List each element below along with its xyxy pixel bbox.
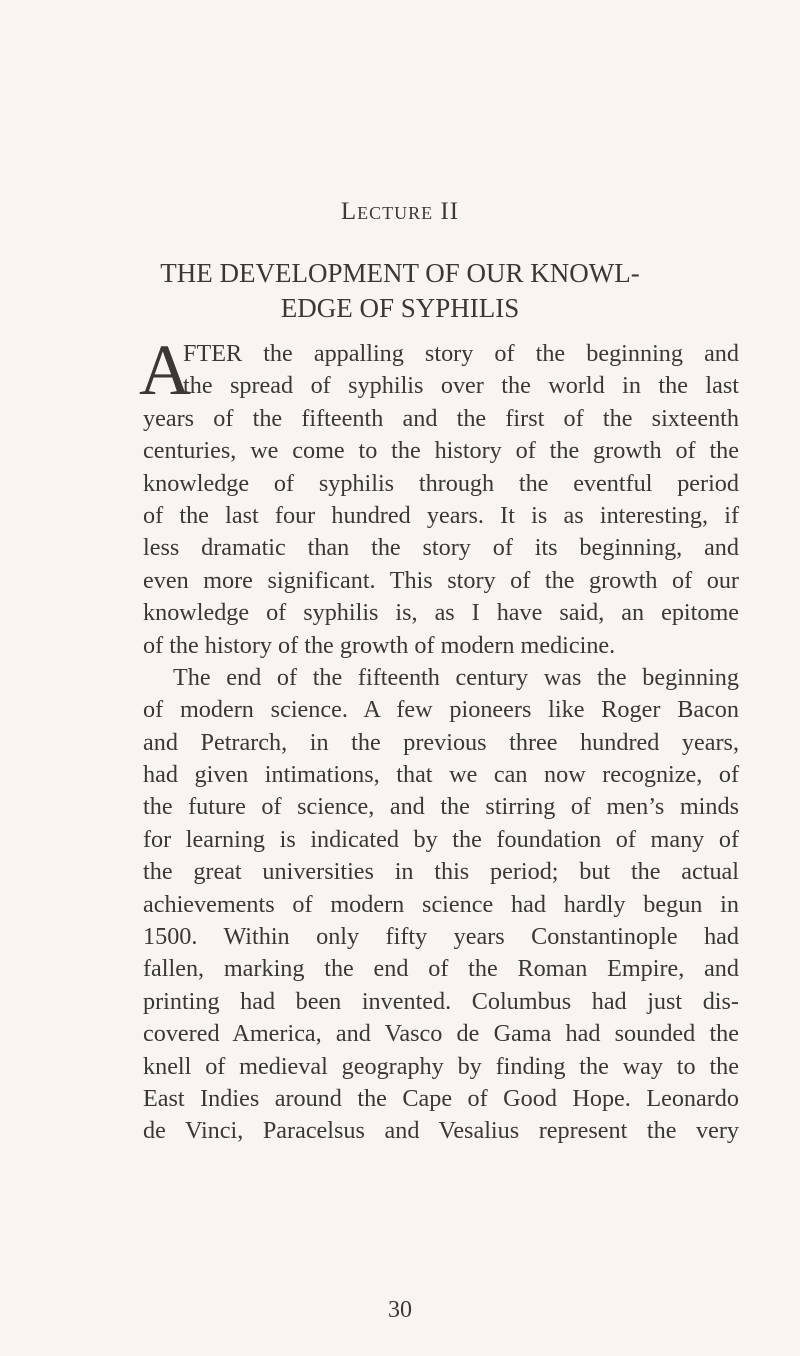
text-line: knowledge of syphilis is, as I have said, an epitome — [143, 599, 739, 627]
page-number: 30 — [388, 1297, 412, 1323]
text-line: the great universities in this period; but the actual — [143, 858, 739, 886]
text-line: achievements of modern science had hardly begun in — [143, 890, 739, 918]
text-line: fallen, marking the end of the Roman Empire, and — [143, 955, 739, 983]
chapter-title — [140, 256, 660, 326]
text-line: the spread of syphilis over the world in the last — [183, 372, 739, 400]
chapter-title-line: THE DEVELOPMENT OF OUR KNOWL- — [160, 258, 640, 288]
chapter-title-line: EDGE OF SYPHILIS — [280, 293, 520, 323]
text-line: even more significant. This story of the growth of our — [143, 566, 739, 594]
text-line: the future of science, and the stirring of men’s minds — [143, 793, 739, 821]
body-text — [139, 330, 739, 1148]
text-line: knowledge of syphilis through the eventful period — [143, 469, 739, 497]
text-line: for learning is indicated by the foundation of many of — [143, 825, 739, 853]
text-line: covered America, and Vasco de Gama had sounded the — [143, 1020, 739, 1048]
text-line: 1500. Within only fifty years Constantinople had — [143, 923, 739, 951]
text-line: of modern science. A few pioneers like Roger Bacon — [143, 696, 739, 724]
text-line: had given intimations, that we can now recognize, of — [143, 761, 739, 789]
lecture-label: Lecture II — [340, 198, 460, 225]
text-line: years of the fifteenth and the first of the sixteenth — [143, 404, 739, 432]
drop-cap: A — [139, 330, 191, 410]
text-line: of the last four hundred years. It is as interesting, if — [143, 501, 739, 529]
text-line: East Indies around the Cape of Good Hope. Leonardo — [143, 1084, 739, 1112]
text-line: centuries, we come to the history of the growth of the — [143, 437, 739, 465]
text-line: de Vinci, Paracelsus and Vesalius represent the very — [143, 1117, 739, 1145]
text-line: knell of medieval geography by finding the way to the — [143, 1052, 739, 1080]
text-line: and Petrarch, in the previous three hundred years, — [143, 728, 739, 756]
text-line: The end of the fifteenth century was the beginning — [173, 663, 739, 691]
text-line: printing had been invented. Columbus had just dis- — [143, 987, 739, 1015]
text-line: less dramatic than the story of its beginning, and — [143, 534, 739, 562]
text-line: FTER the appalling story of the beginning and — [183, 340, 739, 367]
text-line: of the history of the growth of modern medicine. — [143, 631, 616, 659]
